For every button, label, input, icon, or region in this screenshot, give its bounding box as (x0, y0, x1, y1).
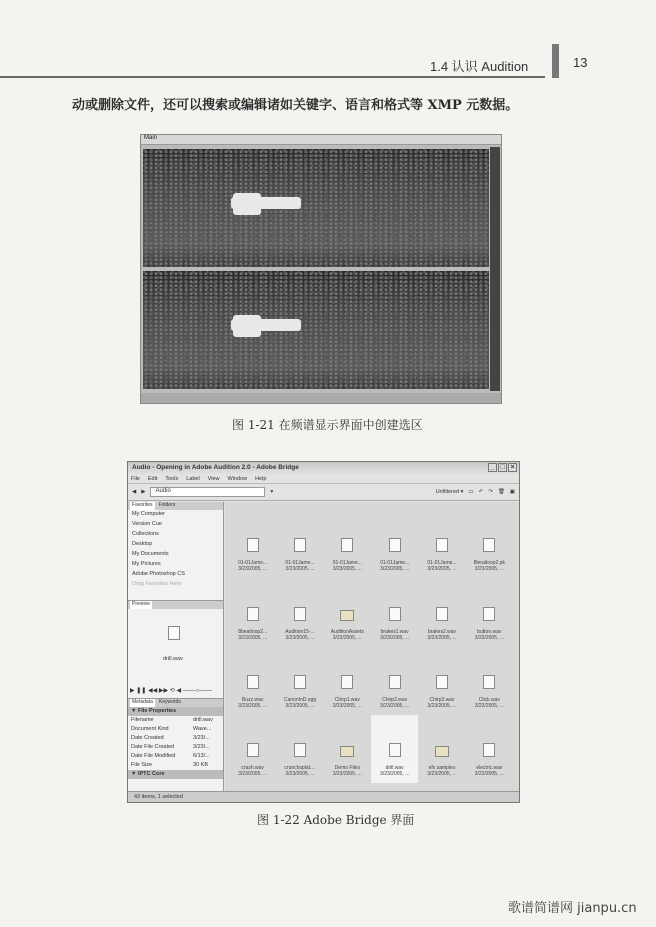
file-name: Buzz.wav (241, 696, 264, 703)
metadata-row (128, 752, 223, 761)
audio-file-icon (436, 675, 448, 689)
metadata-panel (128, 698, 223, 779)
preview-filename: drill.wav (163, 656, 183, 662)
tab-preview[interactable]: Preview (132, 601, 150, 607)
tab-keywords[interactable]: Keywords (158, 699, 181, 705)
file-name: CanonInD.ogg (283, 696, 317, 703)
file-date: 3/23/2005, ... (380, 702, 410, 709)
content-grid (225, 502, 519, 791)
tab-folders[interactable]: Folders (158, 502, 176, 508)
file-properties-header[interactable]: ▼ File Properties (128, 707, 223, 716)
file-name: efx samples (428, 765, 456, 771)
status-bar (128, 791, 519, 802)
file-thumbnail[interactable] (229, 715, 276, 783)
file-name: 01-01Jame... (380, 560, 410, 567)
audio-file-icon (483, 743, 495, 757)
metadata-key: File Size (131, 762, 153, 768)
page-number: 13 (573, 55, 588, 70)
rotate-left-icon[interactable]: ↶ (478, 489, 484, 495)
metadata-value: 6/13/... (193, 753, 210, 759)
file-date: 3/23/2005, ... (474, 634, 504, 641)
file-thumbnail[interactable] (276, 578, 323, 646)
file-name: Chirp3.wav (429, 696, 455, 703)
tab-metadata[interactable]: Metadata (132, 699, 153, 705)
audio-file-icon (247, 743, 259, 757)
metadata-value: Wave... (193, 726, 212, 732)
metadata-value: 30 KB (193, 762, 208, 768)
title-bar (128, 462, 519, 474)
metadata-row (128, 725, 223, 734)
file-date: 3/23/2005, ... (427, 634, 457, 641)
file-name: 8beatloop2... (238, 628, 268, 635)
new-folder-icon[interactable]: ▭ (468, 489, 474, 495)
file-name: electric.wav (476, 765, 503, 771)
audio-file-icon (247, 675, 259, 689)
file-date: 3/23/2005, ... (474, 702, 504, 709)
file-name: AuditionAssets (330, 628, 364, 635)
file-thumbnail[interactable] (276, 510, 323, 578)
file-name: brakes1.wav (380, 628, 409, 635)
audio-file-icon (389, 538, 401, 552)
menu-bar (128, 474, 519, 484)
file-date: 3/23/2005, ... (427, 771, 457, 777)
iptc-core-header[interactable]: ▼ IPTC Core (128, 770, 223, 779)
file-date: 3/23/2005, ... (427, 566, 457, 573)
favorite-item[interactable]: My Computer (132, 511, 166, 517)
file-name: 01-01Jame... (332, 560, 362, 567)
drag-favorites-hint: Drag Favorites Here (132, 581, 182, 587)
audio-file-icon (341, 538, 353, 552)
file-thumbnail[interactable] (324, 715, 371, 783)
file-thumbnail[interactable] (324, 647, 371, 715)
file-thumbnail[interactable] (229, 647, 276, 715)
frequency-ruler (490, 147, 500, 391)
file-date: 3/23/2005, ... (380, 566, 410, 573)
file-name: Click.wav (478, 696, 500, 703)
file-name: Chirp1.wav (334, 696, 360, 703)
metadata-key: Filename (131, 717, 154, 723)
folder-icon (435, 746, 449, 757)
file-name: 01-01Jame... (285, 560, 315, 567)
maximize-button[interactable]: □ (498, 463, 507, 472)
favorite-item[interactable]: My Documents (132, 551, 169, 557)
metadata-value: 3/23/... (193, 735, 210, 741)
back-icon[interactable]: ◀ (132, 489, 137, 495)
metadata-row (128, 761, 223, 770)
left-channel-spectrum (143, 149, 489, 267)
file-date: 3/23/2005, ... (332, 702, 362, 709)
file-date: 3/23/2005, ... (238, 702, 268, 709)
audio-file-icon (294, 538, 306, 552)
audio-file-icon (483, 675, 495, 689)
audio-file-icon (483, 607, 495, 621)
menu-file[interactable]: File (131, 476, 140, 482)
file-date: 3/23/2005, ... (238, 771, 268, 777)
file-date: 3/23/2005, ... (474, 771, 504, 777)
metadata-value: 3/23/... (193, 744, 210, 750)
file-name: Chirp2.wav (382, 696, 408, 703)
spectral-display-figure (140, 134, 502, 404)
metadata-row (128, 734, 223, 743)
menu-label[interactable]: Label (186, 476, 200, 482)
trash-icon[interactable]: 🗑 (497, 489, 505, 495)
compact-mode-icon[interactable]: ▣ (509, 489, 515, 495)
selection (233, 193, 261, 215)
file-date: 3/23/2005, ... (285, 771, 315, 777)
header-rule (0, 76, 545, 78)
window-title: Audio - Opening in Adobe Audition 2.0 - Adobe Bridge (132, 464, 299, 471)
folder-icon (340, 610, 354, 621)
file-thumbnail[interactable] (418, 510, 465, 578)
file-name: crash.wav (241, 765, 264, 771)
file-thumbnail[interactable] (276, 647, 323, 715)
right-channel-spectrum (143, 271, 489, 389)
file-name: crunchsplat.... (284, 765, 316, 771)
file-thumbnail[interactable] (371, 647, 418, 715)
file-thumbnail[interactable] (418, 647, 465, 715)
file-name: button.wav (477, 628, 502, 635)
audio-file-icon (436, 607, 448, 621)
file-thumbnail[interactable] (324, 510, 371, 578)
left-panels (128, 502, 224, 791)
file-thumbnail[interactable] (229, 578, 276, 646)
file-name: 01-01Jame... (427, 560, 457, 567)
figure-caption: 图 1-22 Adobe Bridge 界面 (257, 813, 415, 827)
file-name: Audition15-... (285, 628, 315, 635)
running-header: 1.4 认识 Audition (430, 59, 529, 74)
favorite-item[interactable]: My Pictures (132, 561, 161, 567)
metadata-value: drill.wav (193, 717, 213, 723)
file-name: Demo Files (334, 765, 360, 771)
file-name: drill.wav (385, 765, 404, 771)
favorite-item[interactable]: Adobe Photoshop CS (132, 571, 185, 577)
file-date: 3/23/2005, ... (380, 771, 410, 777)
file-thumbnail[interactable] (324, 578, 371, 646)
audio-file-icon (294, 743, 306, 757)
file-date: 3/23/2005, ... (332, 566, 362, 573)
file-name: 8beatloop2.pk (473, 560, 506, 567)
forward-icon[interactable]: ▶ (141, 489, 146, 495)
path-field[interactable]: Audio (150, 487, 265, 497)
file-thumbnail[interactable] (371, 578, 418, 646)
audio-file-icon (294, 607, 306, 621)
preview-panel (128, 600, 223, 698)
watermark: 歌谱简谱网 jianpu.cn (508, 901, 637, 916)
audio-file-icon (389, 675, 401, 689)
metadata-key: Date File Modified (131, 753, 176, 759)
folder-icon (340, 746, 354, 757)
file-thumbnail[interactable] (466, 578, 513, 646)
file-date: 3/23/2005, ... (427, 702, 457, 709)
adobe-bridge-window (127, 461, 520, 803)
menu-help[interactable]: Help (255, 476, 267, 482)
file-thumbnail[interactable] (276, 715, 323, 783)
file-date: 3/23/2005, ... (285, 634, 315, 641)
status-text: 43 items, 1 selected (134, 794, 183, 800)
file-date: 3/23/2005, ... (238, 566, 268, 573)
file-name: brakes2.wav (427, 628, 457, 635)
folder-up-icon[interactable]: ▾ (270, 489, 274, 495)
metadata-key: Document Kind (131, 726, 169, 732)
menu-edit[interactable]: Edit (147, 476, 158, 482)
favorite-item[interactable]: Version Cue (132, 521, 162, 527)
figure-caption: 图 1-21 在频谱显示界面中创建选区 (232, 418, 423, 432)
selection (233, 315, 261, 337)
metadata-key: Date Created (131, 735, 164, 741)
file-name: 01-01Jame... (238, 560, 268, 567)
playback-controls[interactable]: ▶ ❚❚ ◀◀ ▶▶ ⟲ ◀ ───○─── (130, 688, 212, 694)
metadata-row (128, 716, 223, 725)
favorite-item[interactable]: Collections (132, 531, 159, 537)
audio-file-icon (389, 743, 401, 757)
menu-view[interactable]: View (207, 476, 220, 482)
file-date: 3/23/2005, ... (238, 634, 268, 641)
file-thumbnail[interactable] (371, 715, 418, 783)
audio-file-icon (483, 538, 495, 552)
file-thumbnail[interactable] (466, 647, 513, 715)
audio-file-icon (247, 607, 259, 621)
audio-file-icon (389, 607, 401, 621)
file-date: 3/23/2005, ... (332, 634, 362, 641)
file-thumbnail[interactable] (371, 510, 418, 578)
file-date: 3/23/2005, ... (380, 634, 410, 641)
menu-window[interactable]: Window (227, 476, 248, 482)
file-date: 3/23/2005, ... (332, 771, 362, 777)
metadata-row (128, 743, 223, 752)
metadata-key: Date File Created (131, 744, 175, 750)
time-ruler (141, 393, 501, 403)
audio-file-icon (247, 538, 259, 552)
file-thumbnail[interactable] (466, 715, 513, 783)
file-thumbnail[interactable] (466, 510, 513, 578)
menu-tools[interactable]: Tools (165, 476, 179, 482)
toolbar (128, 484, 519, 501)
audio-file-icon (294, 675, 306, 689)
filter-menu[interactable]: Unfiltered ▾ (435, 489, 464, 495)
tab-favorites[interactable]: Favorites (132, 502, 153, 508)
file-thumbnail[interactable] (418, 578, 465, 646)
close-button[interactable]: × (508, 463, 517, 472)
file-thumbnail[interactable] (229, 510, 276, 578)
file-date: 3/23/2005, ... (474, 566, 504, 573)
audio-file-icon (436, 538, 448, 552)
file-date: 3/23/2005, ... (285, 566, 315, 573)
panel-tab: Main (144, 135, 158, 141)
file-thumbnail[interactable] (418, 715, 465, 783)
header-bar (552, 44, 559, 78)
body-paragraph: 动或删除文件，还可以搜索或编辑诸如关键字、语言和格式等 XMP 元数据。 (72, 98, 519, 113)
favorite-item[interactable]: Desktop (132, 541, 153, 547)
file-date: 3/23/2005, ... (285, 702, 315, 709)
audio-file-icon (168, 626, 180, 640)
minimize-button[interactable]: _ (488, 463, 497, 472)
audio-file-icon (341, 675, 353, 689)
rotate-right-icon[interactable]: ↷ (488, 489, 493, 495)
